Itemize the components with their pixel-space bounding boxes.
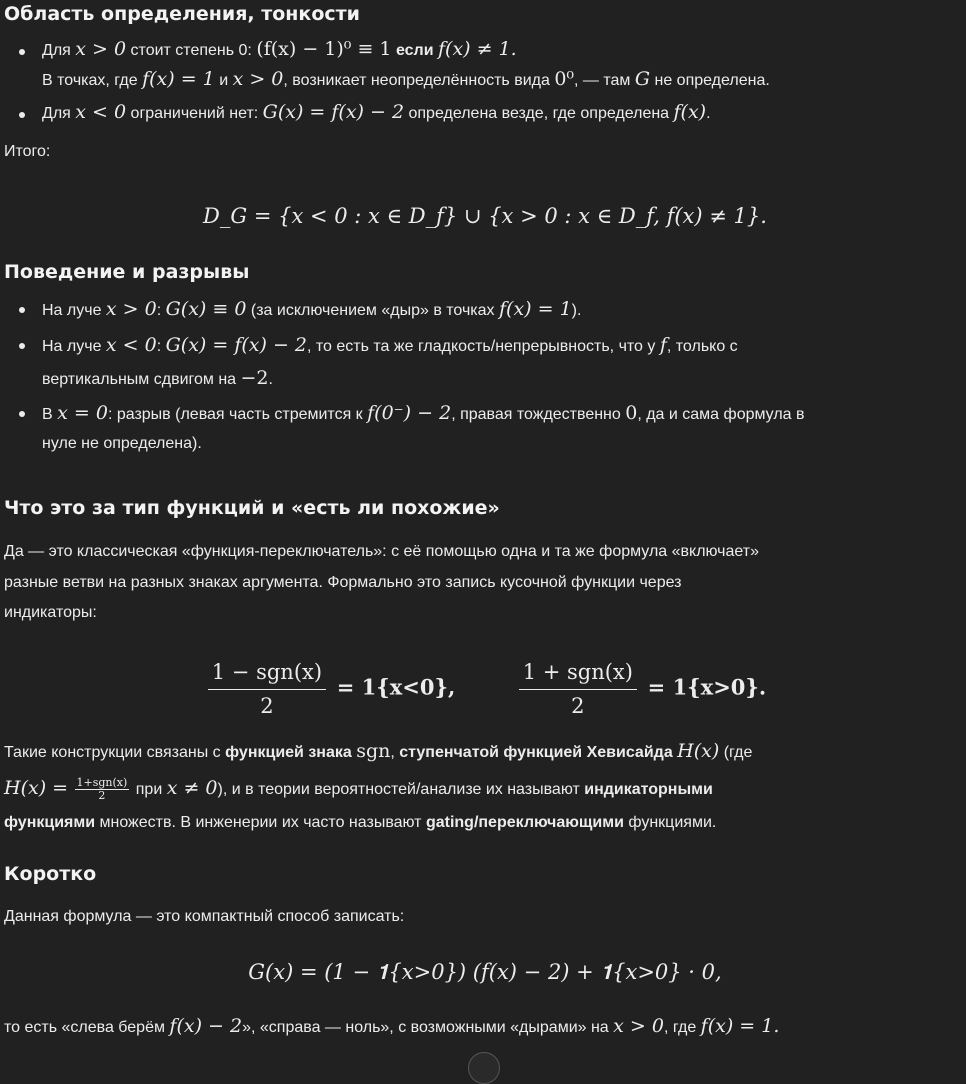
domain-list	[4, 35, 966, 127]
list-item: Для x < 0 ограничений нет: G(x) = f(x) − 2 определена везде, где определена f(x).	[4, 98, 966, 127]
heading-short: Коротко	[4, 863, 97, 885]
section-domain	[4, 0, 966, 165]
fraction: $\frac{\text{1 − sgn(x)}}{2}$	[208, 656, 326, 722]
list-item: В x = 0: разрыв (левая часть стремится к f(0⁻) − 2, правая тождественно 0, да и сама формула в нуле не определена).	[4, 397, 966, 458]
list-item: Для x > 0 стоит степень 0: (f(x) − 1)⁰ ≡ 1 если f(x) ≠ 1. В точках, где f(x) = 1 и x > 0, возникает неопределённость вида 0⁰, — там G не определена.	[4, 35, 966, 94]
small-fraction: $\frac{\text{1+sgn(x)}}{2}$	[76, 776, 128, 803]
list-item: На луче x < 0: G(x) = f(x) − 2, то есть та же гладкость/непрерывность, что у f, только с вертикальным сдвигом на −2.	[4, 329, 966, 396]
indicator-equation: $\frac{\text{1 − sgn(x)}}{2}$ = 𝟏{x<0}, $\frac{\text{1 + sgn(x)}}{2}$ = 𝟏{x>0}.	[4, 656, 966, 722]
section-type	[4, 494, 966, 629]
heading-behavior: Поведение и разрывы	[4, 261, 250, 283]
behavior-list	[4, 293, 966, 458]
short-intro: Данная формула — это компактный способ записать:	[4, 908, 405, 926]
summary-label: Итого:	[4, 142, 51, 160]
domain-equation: D_G = {x < 0 : x ∈ D_f} ∪ {x > 0 : x ∈ D_f, f(x) ≠ 1}.	[203, 204, 767, 228]
final-equation: G(x) = (1 − 𝟏{x>0}) (f(x) − 2) + 𝟏{x>0} · 0,	[248, 960, 722, 984]
list-item: На луче x > 0: G(x) ≡ 0 (за исключением «дыр» в точках f(x) = 1).	[4, 293, 966, 326]
section-behavior	[4, 258, 966, 458]
section-short	[4, 860, 966, 930]
type-paragraph: Да — это классическая «функция-переключатель»: с её помощью одна и та же формула «включает» разные ветви на разных знаках аргумента. Формально это запись кусочной функции через индикаторы:	[4, 543, 760, 622]
final-paragraph: то есть «слева берём f(x) − 2», «справа — ноль», с возможными «дырами» на x > 0, где f(x) = 1.	[4, 1015, 780, 1037]
scroll-down-button[interactable]	[468, 1052, 500, 1084]
fraction: $\frac{\text{1 + sgn(x)}}{2}$	[519, 656, 637, 722]
related-paragraph: Такие конструкции связаны с функцией знака sgn, ступенчатой функцией Хевисайда H(x) (где H(x) = $\frac{\text{1+sgn(x)}}{2}$ при x ≠ 0), и в теории вероятностей/анализе их называют индикаторными функциями множеств. В инженерии их часто называют gating/переключающими функциями.	[4, 740, 753, 832]
heading-type: Что это за тип функций и «есть ли похожие»	[4, 497, 500, 519]
heading-domain: Область определения, тонкости	[4, 3, 360, 25]
